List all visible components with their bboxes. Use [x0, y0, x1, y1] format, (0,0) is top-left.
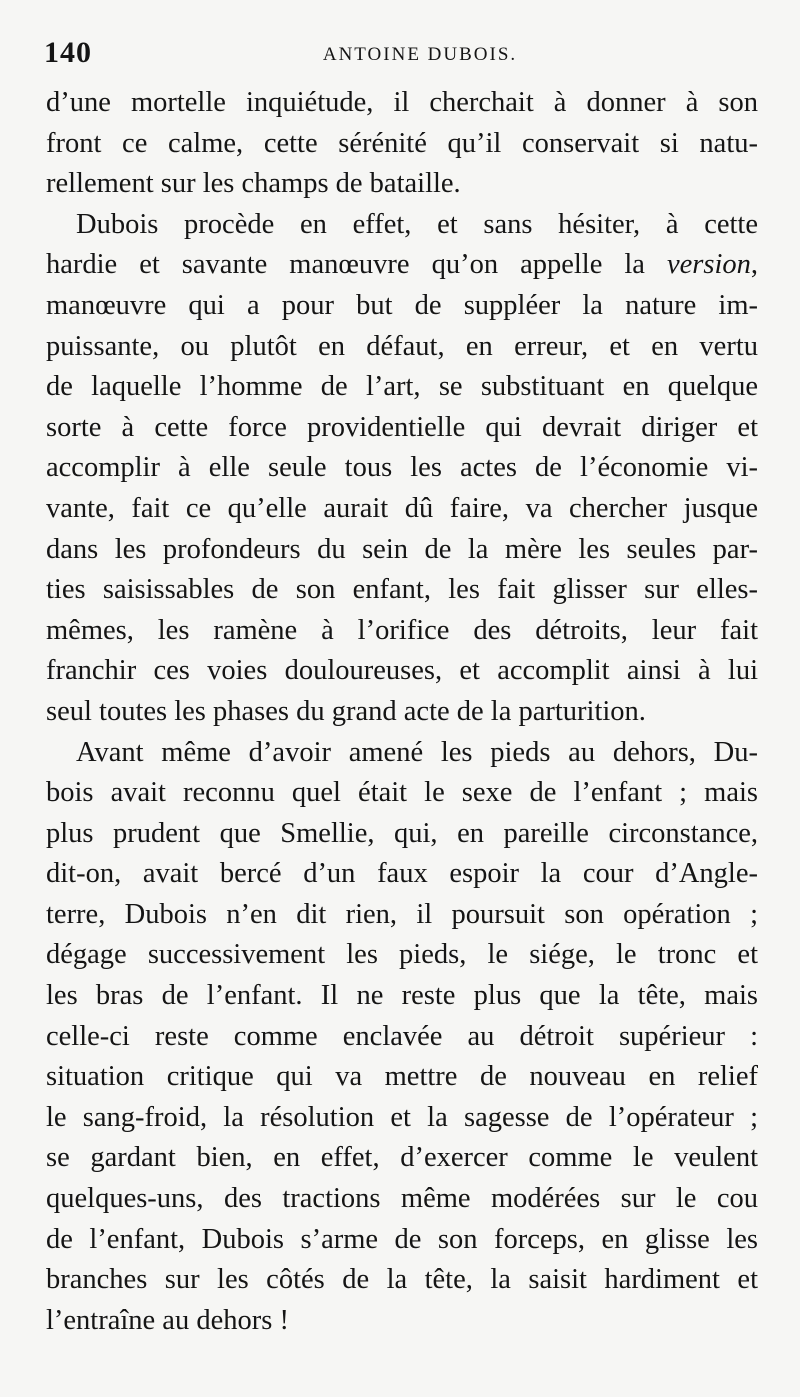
- text-line: sorte à cette force providentielle qui devrait diriger et: [46, 411, 758, 443]
- text-line: quelques-uns, des tractions même modérées sur le cou: [46, 1183, 758, 1215]
- text-line: le sang-froid, la résolution et la sagesse de l’opérateur ;: [46, 1101, 758, 1133]
- text-line: accomplir à elle seule tous les actes de l’économie vi-: [46, 452, 758, 484]
- text-line: front ce calme, cette sérénité qu’il conservait si natu-: [46, 127, 758, 159]
- text-line: d’une mortelle inquiétude, il cherchait à donner à son: [46, 87, 758, 118]
- text-line: se gardant bien, en effet, d’exercer comme le veulent: [46, 1142, 758, 1174]
- text-line: branches sur les côtés de la tête, la saisit hardiment et: [46, 1264, 758, 1296]
- text-line: Dubois procède en effet, et sans hésiter, à cette: [76, 208, 758, 240]
- text-line: seul toutes les phases du grand acte de la parturition.: [46, 695, 646, 727]
- text-line: dégage successivement les pieds, le siége, le tronc et: [46, 939, 758, 971]
- text-line: celle-ci reste comme enclavée au détroit supérieur :: [46, 1020, 758, 1052]
- body-text: [46, 83, 758, 1341]
- text-line: situation critique qui va mettre de nouveau en relief: [46, 1061, 758, 1093]
- text-line: manœuvre qui a pour but de suppléer la nature im-: [46, 289, 758, 321]
- text-line: franchir ces voies douloureuses, et accomplit ainsi à lui: [46, 655, 758, 687]
- text-line: rellement sur les champs de bataille.: [46, 168, 461, 200]
- text-line: dit-on, avait bercé d’un faux espoir la cour d’Angle-: [46, 858, 758, 890]
- text-line: vante, fait ce qu’elle aurait dû faire, va chercher jusque: [46, 492, 758, 524]
- text-line: l’entraîne au dehors !: [46, 1304, 289, 1336]
- text-line: terre, Dubois n’en dit rien, il poursuit son opération ;: [46, 898, 758, 930]
- text-line: dans les profondeurs du sein de la mère les seules par-: [46, 533, 758, 565]
- text-line: Avant même d’avoir amené les pieds au dehors, Du-: [76, 736, 758, 768]
- text-line: de l’enfant, Dubois s’arme de son forceps, en glisse les: [46, 1223, 758, 1255]
- text-line: les bras de l’enfant. Il ne reste plus que la tête, mais: [46, 980, 758, 1012]
- running-head: ANTOINE DUBOIS.: [322, 44, 518, 65]
- page-header: [40, 36, 760, 76]
- text-line: plus prudent que Smellie, qui, en pareille circonstance,: [46, 817, 758, 849]
- text-line: hardie et savante manœuvre qu’on appelle la version,: [46, 249, 758, 281]
- page-number: 140: [44, 36, 92, 69]
- text-line: ties saisissables de son enfant, les fait glisser sur elles-: [46, 574, 758, 606]
- text-line: puissante, ou plutôt en défaut, en erreur, et en vertu: [46, 330, 758, 362]
- text-line: mêmes, les ramène à l’orifice des détroits, leur fait: [46, 614, 758, 646]
- text-line: bois avait reconnu quel était le sexe de l’enfant ; mais: [46, 777, 758, 809]
- text-line: de laquelle l’homme de l’art, se substituant en quelque: [46, 371, 758, 403]
- italic-term: version: [666, 249, 751, 281]
